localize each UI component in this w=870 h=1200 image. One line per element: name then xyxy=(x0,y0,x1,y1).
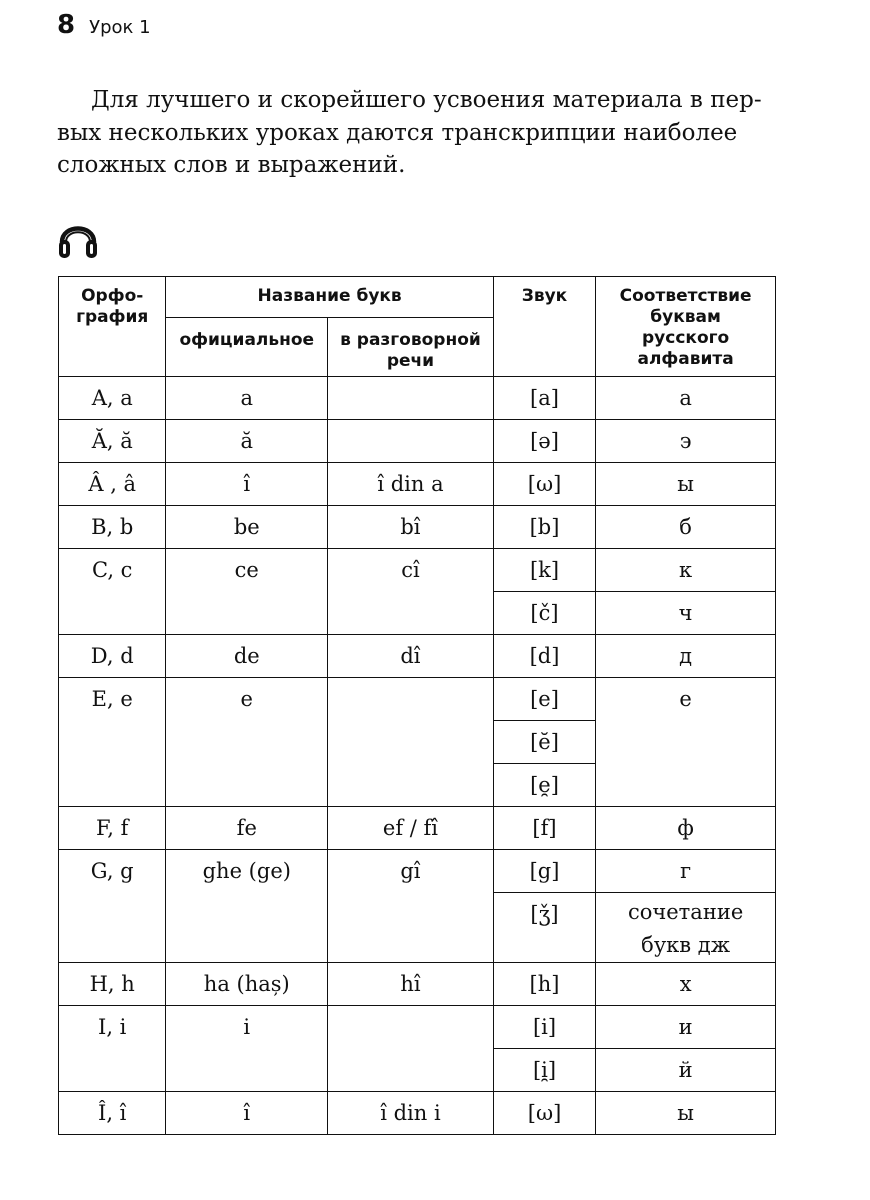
cell-orthography: D, d xyxy=(59,635,166,678)
intro-line: сложных слов и выражений. xyxy=(57,152,406,178)
cell-russian: и xyxy=(596,1006,776,1049)
cell-colloquial: dî xyxy=(328,635,494,678)
cell-official: e xyxy=(166,678,328,807)
cell-official: ce xyxy=(166,549,328,635)
cell-sound: [b] xyxy=(493,506,595,549)
page-number: 8 xyxy=(57,10,76,40)
cell-russian: е xyxy=(596,678,776,807)
cell-official: ghe (ge) xyxy=(166,850,328,963)
cell-sound: [i] xyxy=(493,1006,595,1049)
cell-sound: [g] xyxy=(493,850,595,893)
table-row xyxy=(59,420,776,463)
table-row xyxy=(59,377,776,420)
header-letter-name: Название букв xyxy=(166,277,493,318)
table-header-row xyxy=(59,277,776,318)
cell-sound: [h] xyxy=(493,963,595,1006)
intro-line: вых нескольких уроках даются транскрипции наиболее xyxy=(57,119,738,146)
cell-sound: [ĕ] xyxy=(493,721,595,764)
cell-orthography: E, e xyxy=(59,678,166,807)
cell-russian: э xyxy=(596,420,776,463)
cell-russian: х xyxy=(596,963,776,1006)
cell-russian: ы xyxy=(596,1092,776,1135)
cell-orthography: G, g xyxy=(59,850,166,963)
cell-sound: [a] xyxy=(493,377,595,420)
table-row xyxy=(59,1006,776,1049)
cell-official: ha (haș) xyxy=(166,963,328,1006)
table-row xyxy=(59,850,776,893)
header-orthography: Орфо- графия xyxy=(59,277,166,377)
cell-russian: сочетание букв дж xyxy=(596,893,776,963)
cell-colloquial: ef / fî xyxy=(328,807,494,850)
table-row xyxy=(59,807,776,850)
cell-sound: [i̯] xyxy=(493,1049,595,1092)
cell-colloquial xyxy=(328,420,494,463)
cell-russian: й xyxy=(596,1049,776,1092)
cell-orthography: Ă, ă xyxy=(59,420,166,463)
cell-colloquial xyxy=(328,377,494,420)
cell-russian: г xyxy=(596,850,776,893)
cell-sound: [ω] xyxy=(493,463,595,506)
cell-official: ă xyxy=(166,420,328,463)
table-row xyxy=(59,506,776,549)
cell-official: fe xyxy=(166,807,328,850)
cell-sound: [e̯] xyxy=(493,764,595,807)
cell-colloquial: hî xyxy=(328,963,494,1006)
lesson-title: Урок 1 xyxy=(89,17,151,38)
cell-sound: [ǯ] xyxy=(493,893,595,963)
header-official: официальное xyxy=(166,318,328,377)
cell-orthography: C, c xyxy=(59,549,166,635)
cell-sound: [ω] xyxy=(493,1092,595,1135)
header-correspondence: Соответствие буквам русского алфавита xyxy=(596,277,776,377)
table-row xyxy=(59,635,776,678)
table-row xyxy=(59,463,776,506)
intro-paragraph xyxy=(57,84,777,182)
cell-colloquial xyxy=(328,1006,494,1092)
cell-orthography: I, i xyxy=(59,1006,166,1092)
cell-sound: [ə] xyxy=(493,420,595,463)
cell-russian: ч xyxy=(596,592,776,635)
cell-russian: ф xyxy=(596,807,776,850)
table-row xyxy=(59,549,776,592)
header-sound: Звук xyxy=(493,277,595,377)
page-header xyxy=(57,10,151,40)
cell-official: de xyxy=(166,635,328,678)
cell-colloquial xyxy=(328,678,494,807)
cell-russian: ы xyxy=(596,463,776,506)
cell-colloquial: bî xyxy=(328,506,494,549)
alphabet-table xyxy=(58,276,776,1135)
cell-official: i xyxy=(166,1006,328,1092)
cell-official: î xyxy=(166,1092,328,1135)
intro-line: Для лучшего и скорейшего усвоения материала в пер- xyxy=(91,87,762,113)
cell-colloquial: cî xyxy=(328,549,494,635)
headphones-icon[interactable] xyxy=(57,214,99,260)
cell-orthography: A, a xyxy=(59,377,166,420)
cell-sound: [k] xyxy=(493,549,595,592)
cell-sound: [č] xyxy=(493,592,595,635)
cell-colloquial: gî xyxy=(328,850,494,963)
table-row xyxy=(59,678,776,721)
header-colloquial: в разговорной речи xyxy=(328,318,494,377)
cell-orthography: B, b xyxy=(59,506,166,549)
cell-orthography: F, f xyxy=(59,807,166,850)
cell-official: be xyxy=(166,506,328,549)
cell-russian: б xyxy=(596,506,776,549)
cell-orthography: Î, î xyxy=(59,1092,166,1135)
table-row xyxy=(59,963,776,1006)
cell-sound: [e] xyxy=(493,678,595,721)
table-row xyxy=(59,1092,776,1135)
cell-russian: д xyxy=(596,635,776,678)
cell-sound: [d] xyxy=(493,635,595,678)
cell-orthography: Â , â xyxy=(59,463,166,506)
cell-russian: к xyxy=(596,549,776,592)
cell-sound: [f] xyxy=(493,807,595,850)
cell-official: a xyxy=(166,377,328,420)
cell-colloquial: î din i xyxy=(328,1092,494,1135)
cell-official: î xyxy=(166,463,328,506)
cell-colloquial: î din a xyxy=(328,463,494,506)
cell-orthography: H, h xyxy=(59,963,166,1006)
cell-russian: а xyxy=(596,377,776,420)
